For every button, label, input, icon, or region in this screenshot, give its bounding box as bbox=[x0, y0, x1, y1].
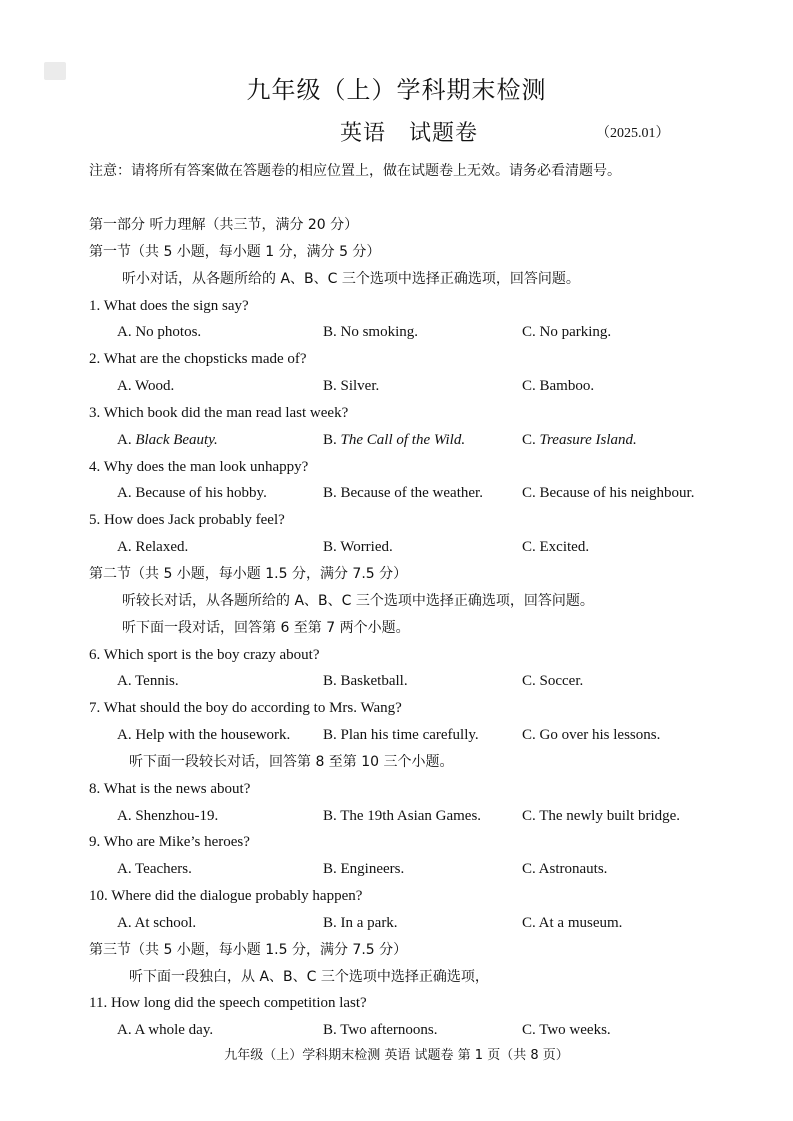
option-6b: B. Basketball. bbox=[323, 673, 408, 690]
option-3b-text: The Call of the Wild. bbox=[340, 431, 466, 448]
options-4 bbox=[89, 480, 729, 507]
options-3 bbox=[89, 427, 729, 454]
option-3a bbox=[117, 427, 218, 454]
option-3b-letter: B. bbox=[323, 431, 341, 448]
option-5c: C. Excited. bbox=[522, 539, 590, 556]
option-5a: A. Relaxed. bbox=[117, 539, 189, 556]
option-9b: B. Engineers. bbox=[323, 861, 405, 878]
option-4b: B. Because of the weather. bbox=[323, 485, 483, 502]
section2-sub2: 听下面一段较长对话，回答第 8 至第 10 三个小题。 bbox=[129, 753, 454, 770]
section2-instruction: 听较长对话，从各题所给的 A、B、C 三个选项中选择正确选项，回答问题。 bbox=[122, 592, 594, 609]
question-6: 6. Which sport is the boy crazy about? bbox=[89, 646, 320, 663]
option-4c: C. Because of his neighbour. bbox=[522, 485, 695, 502]
option-3c-letter: C. bbox=[522, 431, 540, 448]
exam-content bbox=[89, 212, 729, 1044]
option-11c: C. Two weeks. bbox=[522, 1022, 611, 1039]
option-10a: A. At school. bbox=[117, 914, 197, 931]
option-1c: C. No parking. bbox=[522, 324, 612, 341]
option-3a-text: Black Beauty. bbox=[135, 431, 218, 448]
option-6c: C. Soccer. bbox=[522, 673, 584, 690]
question-11: 11. How long did the speech competition last? bbox=[89, 995, 367, 1012]
question-2: 2. What are the chopsticks made of? bbox=[89, 351, 307, 368]
question-1: 1. What does the sign say? bbox=[89, 297, 249, 314]
exam-notice: 注意：请将所有答案做在答题卷的相应位置上，做在试题卷上无效。请务必看清题号。 bbox=[89, 163, 621, 179]
option-3a-letter: A. bbox=[117, 431, 136, 448]
question-9: 9. Who are Mike’s heroes? bbox=[89, 834, 250, 851]
part1-heading: 第一部分 听力理解（共三节，满分 20 分） bbox=[89, 217, 359, 233]
option-7b: B. Plan his time carefully. bbox=[323, 727, 479, 744]
exam-subtitle: 英语 试题卷 bbox=[340, 121, 479, 146]
options-8 bbox=[89, 803, 729, 830]
option-7c: C. Go over his lessons. bbox=[522, 727, 661, 744]
option-10c: C. At a museum. bbox=[522, 914, 623, 931]
option-2a: A. Wood. bbox=[117, 378, 175, 395]
page-footer: 九年级（上）学科期末检测 英语 试题卷 第 1 页（共 8 页） bbox=[224, 1048, 569, 1063]
options-6 bbox=[89, 668, 729, 695]
options-7 bbox=[89, 722, 729, 749]
options-9 bbox=[89, 856, 729, 883]
options-10 bbox=[89, 910, 729, 937]
option-3c bbox=[522, 427, 637, 454]
options-5 bbox=[89, 534, 729, 561]
option-8c: C. The newly built bridge. bbox=[522, 807, 681, 824]
section2-sub1: 听下面一段对话，回答第 6 至第 7 两个小题。 bbox=[122, 619, 410, 636]
exam-title: 九年级（上）学科期末检测 bbox=[246, 76, 547, 104]
option-11a: A. A whole day. bbox=[117, 1022, 214, 1039]
option-4a: A. Because of his hobby. bbox=[117, 485, 267, 502]
options-11 bbox=[89, 1017, 729, 1044]
option-8b: B. The 19th Asian Games. bbox=[323, 807, 482, 824]
question-5: 5. How does Jack probably feel? bbox=[89, 512, 285, 529]
question-7: 7. What should the boy do according to Mrs. Wang? bbox=[89, 700, 402, 717]
option-2b: B. Silver. bbox=[323, 378, 380, 395]
exam-date: （2025.01） bbox=[596, 126, 670, 141]
question-10: 10. Where did the dialogue probably happen? bbox=[89, 888, 363, 905]
question-4: 4. Why does the man look unhappy? bbox=[89, 458, 309, 475]
option-5b: B. Worried. bbox=[323, 539, 393, 556]
option-6a: A. Tennis. bbox=[117, 673, 179, 690]
options-2 bbox=[89, 373, 729, 400]
option-7a: A. Help with the housework. bbox=[117, 727, 291, 744]
option-11b: B. Two afternoons. bbox=[323, 1022, 438, 1039]
option-1b: B. No smoking. bbox=[323, 324, 419, 341]
options-1 bbox=[89, 319, 729, 346]
option-3b bbox=[323, 427, 465, 454]
section3-instruction: 听下面一段独白，从 A、B、C 三个选项中选择正确选项， bbox=[129, 968, 489, 985]
option-1a: A. No photos. bbox=[117, 324, 202, 341]
section1-heading: 第一节（共 5 小题，每小题 1 分，满分 5 分） bbox=[89, 243, 381, 260]
question-8: 8. What is the news about? bbox=[89, 780, 251, 797]
option-10b: B. In a park. bbox=[323, 914, 398, 931]
option-3c-text: Treasure Island. bbox=[539, 431, 637, 448]
option-8a: A. Shenzhou-19. bbox=[117, 807, 219, 824]
section3-heading: 第三节（共 5 小题，每小题 1.5 分，满分 7.5 分） bbox=[89, 941, 408, 958]
option-9c: C. Astronauts. bbox=[522, 861, 608, 878]
option-9a: A. Teachers. bbox=[117, 861, 192, 878]
option-2c: C. Bamboo. bbox=[522, 378, 595, 395]
subtitle-row bbox=[0, 116, 793, 144]
section1-instruction: 听小对话，从各题所给的 A、B、C 三个选项中选择正确选项，回答问题。 bbox=[122, 270, 580, 287]
section2-heading: 第二节（共 5 小题，每小题 1.5 分，满分 7.5 分） bbox=[89, 565, 408, 582]
question-3: 3. Which book did the man read last week? bbox=[89, 404, 349, 421]
